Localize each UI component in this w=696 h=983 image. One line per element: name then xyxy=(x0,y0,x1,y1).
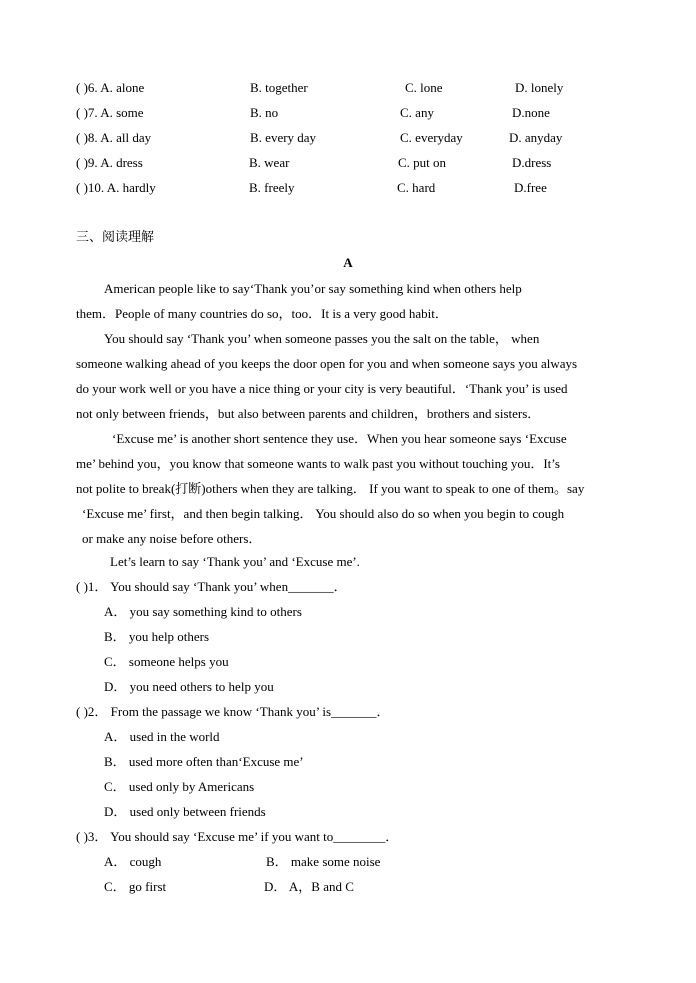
choice-question: ( )8. A. all day xyxy=(76,130,152,145)
choice-option-b: B. no xyxy=(250,105,279,120)
passage-closing-line: Let’s learn to say ‘Thank you’ and ‘Excuse me’. xyxy=(110,554,360,569)
question-3-stem: ( )3． You should say ‘Excuse me’ if you want to________． xyxy=(76,829,399,844)
choice-row-9 xyxy=(0,154,696,172)
question-2-option-c: C． used only by Americans xyxy=(104,779,255,794)
choice-option-b: B. together xyxy=(250,80,308,95)
choice-option-b: B. every day xyxy=(250,130,317,145)
question-1-option-b: B． you help others xyxy=(104,629,210,644)
question-3-option-d: D． A，B and C xyxy=(264,879,354,894)
choice-option-d: D.none xyxy=(512,105,550,120)
choice-question: ( )10. A. hardly xyxy=(76,180,156,195)
choice-question: ( )9. A. dress xyxy=(76,155,143,170)
choice-option-b: B. wear xyxy=(249,155,290,170)
choice-row-10 xyxy=(0,179,696,197)
question-2-stem: ( )2． From the passage we know ‘Thank you’ is_______． xyxy=(76,704,390,719)
question-2-option-d: D． used only between friends xyxy=(104,804,266,819)
choice-option-c: C. lone xyxy=(405,80,443,95)
question-1-option-a: A． you say something kind to others xyxy=(104,604,302,619)
passage-line: or make any noise before others． xyxy=(82,531,262,546)
choice-question: ( )6. A. alone xyxy=(76,80,145,95)
choice-option-c: C. hard xyxy=(397,180,436,195)
passage-paragraph-2 xyxy=(76,326,620,426)
passage-line: do your work well or you have a nice thing or your city is very beautiful．‘Thank you’ is used xyxy=(76,381,568,396)
passage-line: ‘Excuse me’ first，and then begin talking． You should also do so when you begin to cough xyxy=(82,506,565,521)
choice-option-d: D. lonely xyxy=(515,80,564,95)
passage-paragraph-1 xyxy=(76,276,620,326)
section-heading: 三、阅读理解 xyxy=(76,230,155,245)
question-1-option-c: C． someone helps you xyxy=(104,654,229,669)
passage-line: me’ behind you，you know that someone wants to walk past you without touching you．It’s xyxy=(76,456,560,471)
passage-line: ‘Excuse me’ is another short sentence they use．When you hear someone says ‘Excuse xyxy=(112,431,567,446)
choice-option-c: C. any xyxy=(400,105,434,120)
question-1-option-d: D． you need others to help you xyxy=(104,679,274,694)
choice-option-d: D. anyday xyxy=(509,130,563,145)
passage-line: American people like to say‘Thank you’or say something kind when others help xyxy=(104,281,522,296)
passage-line: someone walking ahead of you keeps the door open for you and when someone says you always xyxy=(76,356,578,371)
passage-line: You should say ‘Thank you’ when someone passes you the salt on the table， when xyxy=(104,331,540,346)
question-2-option-a: A． used in the world xyxy=(104,729,220,744)
question-3-option-b: B． make some noise xyxy=(266,854,381,869)
question-1-stem: ( )1． You should say ‘Thank you’ when_______． xyxy=(76,579,347,594)
choice-row-6 xyxy=(0,79,696,97)
passage-title: A xyxy=(343,255,353,270)
passage-line: them．People of many countries do so，too．It is a very good habit． xyxy=(76,306,448,321)
choice-option-d: D.dress xyxy=(512,155,552,170)
choice-question: ( )7. A. some xyxy=(76,105,144,120)
choice-option-b: B. freely xyxy=(249,180,295,195)
choice-option-c: C. everyday xyxy=(400,130,463,145)
choice-row-8 xyxy=(0,129,696,147)
passage-line: not polite to break(打断)others when they are talking． If you want to speak to one of them。say xyxy=(76,481,585,496)
question-3-option-c: C． go first xyxy=(104,879,167,894)
passage-line: not only between friends，but also between parents and children，brothers and sisters． xyxy=(76,406,541,421)
choice-row-7 xyxy=(0,104,696,122)
question-3-option-a: A． cough xyxy=(104,854,162,869)
passage-paragraph-3 xyxy=(76,426,620,551)
question-2-option-b: B． used more often than‘Excuse me’ xyxy=(104,754,304,769)
choice-option-c: C. put on xyxy=(398,155,447,170)
choice-option-d: D.free xyxy=(514,180,547,195)
